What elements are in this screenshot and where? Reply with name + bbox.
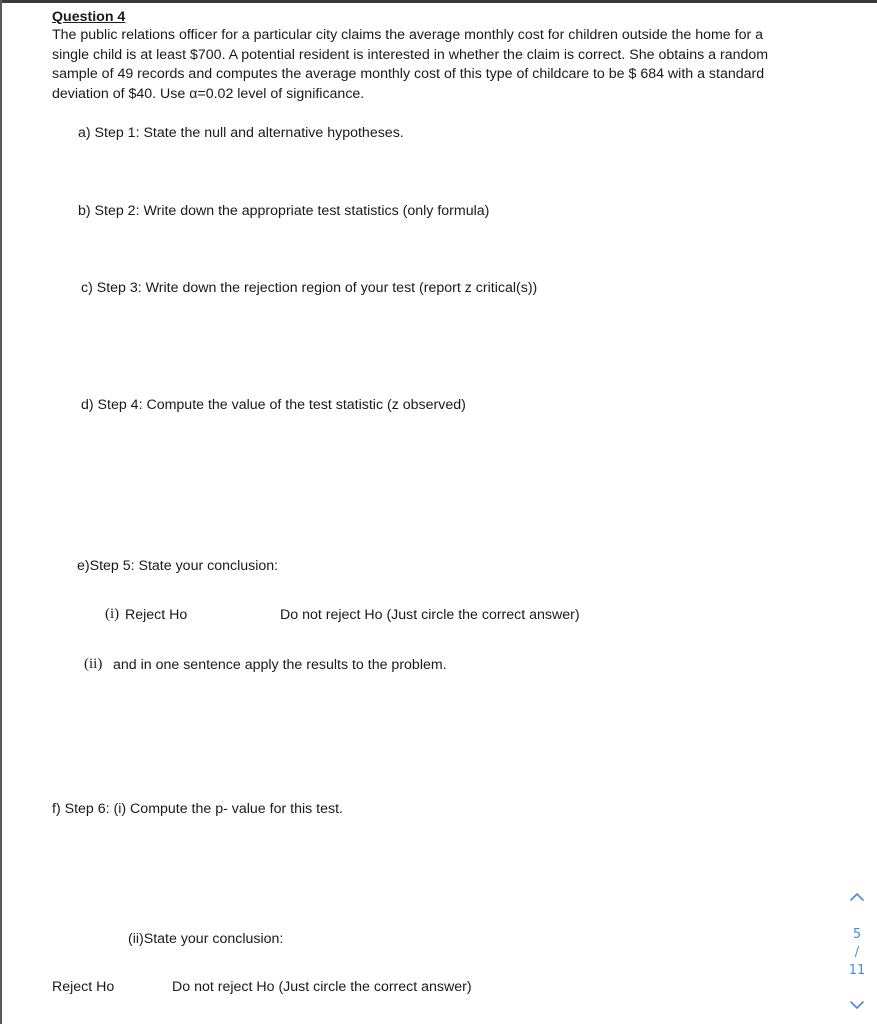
part-d-answer-space[interactable] [52,418,792,554]
part-f-ii-prompt: (ii)State your conclusion: [128,931,284,947]
part-f-reject-option[interactable]: Reject Ho [52,979,115,995]
part-e-ii-answer-space[interactable] [52,680,792,790]
part-d-prompt: d) Step 4: Compute the value of the test statistic (z observed) [81,397,466,413]
part-e-prompt: e)Step 5: State your conclusion: [77,558,279,574]
next-page-button[interactable] [847,995,867,1015]
part-a-answer-space[interactable] [52,146,792,196]
page-navigator [843,885,871,1015]
total-page-count: 11 [848,963,866,978]
question-body-line: deviation of $40. Use α=0.02 level of significance. [52,85,365,102]
question-body-line: sample of 49 records and computes the average monthly cost of this type of childcare to be $ 684 with a standard [52,66,765,82]
part-e-not-reject-option[interactable]: Do not reject Ho (Just circle the correct answer) [280,607,580,623]
top-border [0,0,877,3]
question-body [52,26,812,104]
question-title: Question 4 [52,9,126,25]
chevron-up-icon [847,887,867,907]
part-f-prompt: f) Step 6: (i) Compute the p- value for this test. [52,801,343,817]
part-e-ii-numeral: (ii) [84,656,103,672]
part-c-prompt: c) Step 3: Write down the rejection region of your test (report z critical(s)) [81,280,538,296]
question-body-line: The public relations officer for a particular city claims the average monthly cost for children outside the home for a [52,27,764,43]
part-b-answer-space[interactable] [52,224,792,274]
part-a-prompt: a) Step 1: State the null and alternative hypotheses. [78,125,404,141]
part-e-i-numeral: (i) [105,606,120,622]
part-c-answer-space[interactable] [52,302,792,392]
part-b-prompt: b) Step 2: Write down the appropriate test statistics (only formula) [78,203,490,219]
part-f-not-reject-option[interactable]: Do not reject Ho (Just circle the correct answer) [172,979,472,995]
question-body-line: single child is at least $700. A potential resident is interested in whether the claim is correct. She obtains a random [52,46,769,63]
left-border [0,0,2,1024]
part-f-answer-space[interactable] [52,822,792,922]
previous-page-button[interactable] [847,887,867,907]
part-e-reject-option[interactable]: Reject Ho [125,607,188,623]
chevron-down-icon [847,995,867,1015]
part-e-ii-prompt: and in one sentence apply the results to the problem. [113,657,447,673]
current-page-number: 5 [852,927,862,942]
page-separator: / [854,945,860,960]
